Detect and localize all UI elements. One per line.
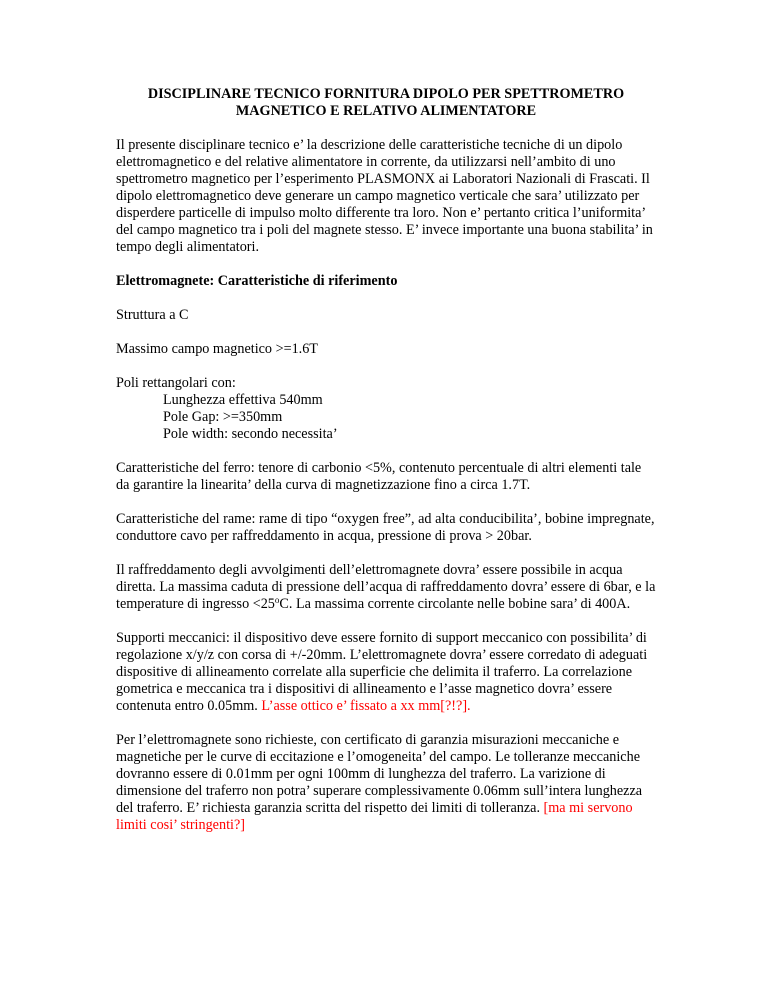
iron-paragraph: Caratteristiche del ferro: tenore di carbonio <5%, contenuto percentuale di altri elementi tale da garantire la linearita’ della curva di magnetizzazione fino a circa 1.7T. [116,460,642,493]
cooling-text-2: C. La massima corrente circolante nelle bobine sara’ di 400A. [279,596,631,612]
certificate-paragraph [116,732,656,834]
cooling-text-1: Il raffreddamento degli avvolgimenti dell’elettromagnete dovra’ essere possibile in acqua diretta. La massima caduta di pressione dell’acqua di raffreddamento dovra’ essere di 6bar, e la temperature di ingresso <25 [116,562,656,612]
title-line-1: DISCIPLINARE TECNICO FORNITURA DIPOLO PER SPETTROMETRO [147,86,625,102]
section-heading: Elettromagnete: Caratteristiche di riferimento [116,273,398,289]
degree-superscript: o [274,595,280,605]
pole-gap: Pole Gap: >=350mm [163,409,283,425]
intro-paragraph: Il presente disciplinare tecnico e’ la descrizione delle caratteristiche tecniche di un dipolo elettromagnetico e del relative alimentatore in corrente, da utilizzarsi nell’ambito di uno spettrometro magnetico per l’esperimento PLASMONX ai Laboratori Nazionali di Frascati. Il dipolo elettromagnetico deve generare un campo magnetico verticale che sara’ utilizzato per disperdere particelle di impulso molto differente tra loro. Non e’ pertanto critica l’uniformita’ del campo magnetico tra i poli del magnete stesso. E’ invece importante una buona stabilita’ in tempo degli alimentatori. [116,137,653,255]
structure-line: Struttura a C [116,307,189,323]
document-title [116,86,656,120]
title-line-2: MAGNETICO E RELATIVO ALIMENTATORE [235,103,537,119]
supports-red-note: L’asse ottico e’ fissato a xx mm[?!?]. [261,698,471,714]
poles-block [116,375,656,443]
poles-intro: Poli rettangolari con: [116,375,236,391]
certificate-red-note: [ma mi servono limiti cosi’ stringenti?] [116,800,633,833]
document-page [116,86,656,834]
pole-width: Pole width: secondo necessita’ [163,426,338,442]
supports-paragraph [116,630,656,715]
cooling-paragraph [116,562,656,613]
certificate-text: Per l’elettromagnete sono richieste, con certificato di garanzia misurazioni meccaniche e magnetiche per le curve di eccitazione e l’omogeneita’ del campo. Le tolleranze meccaniche dovranno essere di 0.01mm per ogni 100mm di lunghezza del traferro. La varizione di dimensione del traferro non potra’ superare complessivamente 0.06mm sull’intera lunghezza del traferro. E’ richiesta garanzia scritta del rispetto dei limiti di tolleranza. [116,732,643,816]
copper-paragraph: Caratteristiche del rame: rame di tipo “oxygen free”, ad alta conducibilita’, bobine impregnate, conduttore cavo per raffreddamento in acqua, pressione di prova > 20bar. [116,511,655,544]
supports-text: Supporti meccanici: il dispositivo deve essere fornito di support meccanico con possibilita’ di regolazione x/y/z con corsa di +/-20mm. L’elettromagnete dovra’ essere corredato di adeguati dispositive di allineamento correlate alla superficie che delimita il traferro. La correlazione gometrica e meccanica tra i dispositivi di allineamento e l’asse magnetico dovra’ essere contenuta entro 0.05mm. [116,630,648,714]
pole-length: Lunghezza effettiva 540mm [163,392,323,408]
max-field-line: Massimo campo magnetico >=1.6T [116,341,318,357]
